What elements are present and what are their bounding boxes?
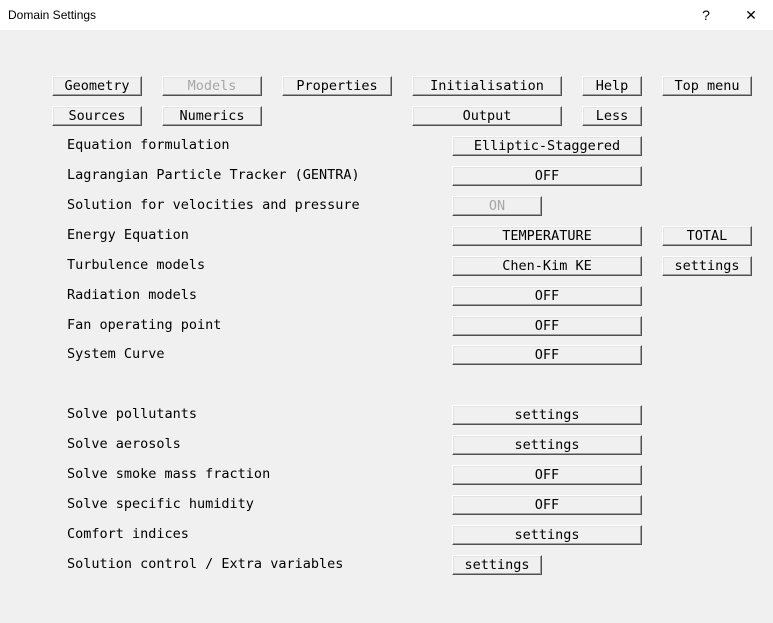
velocities-pressure-button[interactable]: ON [452,196,542,216]
initialisation-button[interactable]: Initialisation [412,76,562,96]
radiation-models-label: Radiation models [67,287,198,303]
turbulence-settings-button[interactable]: settings [662,256,752,276]
sources-button[interactable]: Sources [52,106,142,126]
turbulence-models-button[interactable]: Chen-Kim KE [452,256,642,276]
fan-operating-point-label: Fan operating point [67,317,222,333]
system-curve-label: System Curve [67,346,165,362]
turbulence-models-label: Turbulence models [67,257,206,273]
comfort-indices-settings-button[interactable]: settings [452,525,642,545]
equation-formulation-label: Equation formulation [67,137,230,153]
specific-humidity-button[interactable]: OFF [452,495,642,515]
aerosols-settings-button[interactable]: settings [452,435,642,455]
title-bar [0,0,773,30]
top-menu-button[interactable]: Top menu [662,76,752,96]
energy-equation-label: Energy Equation [67,227,189,243]
window-title: Domain Settings [8,8,97,22]
solve-aerosols-label: Solve aerosols [67,436,181,452]
numerics-button[interactable]: Numerics [162,106,262,126]
velocities-pressure-label: Solution for velocities and pressure [67,197,360,213]
system-curve-button[interactable]: OFF [452,345,642,365]
models-button[interactable]: Models [162,76,262,96]
help-button[interactable]: Help [582,76,642,96]
particle-tracker-label: Lagrangian Particle Tracker (GENTRA) [67,167,360,183]
equation-formulation-button[interactable]: Elliptic-Staggered [452,136,642,156]
energy-equation-button[interactable]: TEMPERATURE [452,226,642,246]
comfort-indices-label: Comfort indices [67,526,189,542]
energy-total-button[interactable]: TOTAL [662,226,752,246]
specific-humidity-label: Solve specific humidity [67,496,254,512]
solution-control-label: Solution control / Extra variables [67,556,344,572]
less-button[interactable]: Less [582,106,642,126]
fan-operating-point-button[interactable]: OFF [452,316,642,336]
close-icon[interactable]: ✕ [745,6,757,23]
solve-pollutants-label: Solve pollutants [67,406,198,422]
geometry-button[interactable]: Geometry [52,76,142,96]
properties-button[interactable]: Properties [282,76,392,96]
help-icon[interactable]: ? [702,7,710,23]
smoke-mass-fraction-button[interactable]: OFF [452,465,642,485]
pollutants-settings-button[interactable]: settings [452,405,642,425]
radiation-models-button[interactable]: OFF [452,286,642,306]
particle-tracker-button[interactable]: OFF [452,166,642,186]
smoke-mass-fraction-label: Solve smoke mass fraction [67,466,271,482]
output-button[interactable]: Output [412,106,562,126]
solution-control-settings-button[interactable]: settings [452,555,542,575]
